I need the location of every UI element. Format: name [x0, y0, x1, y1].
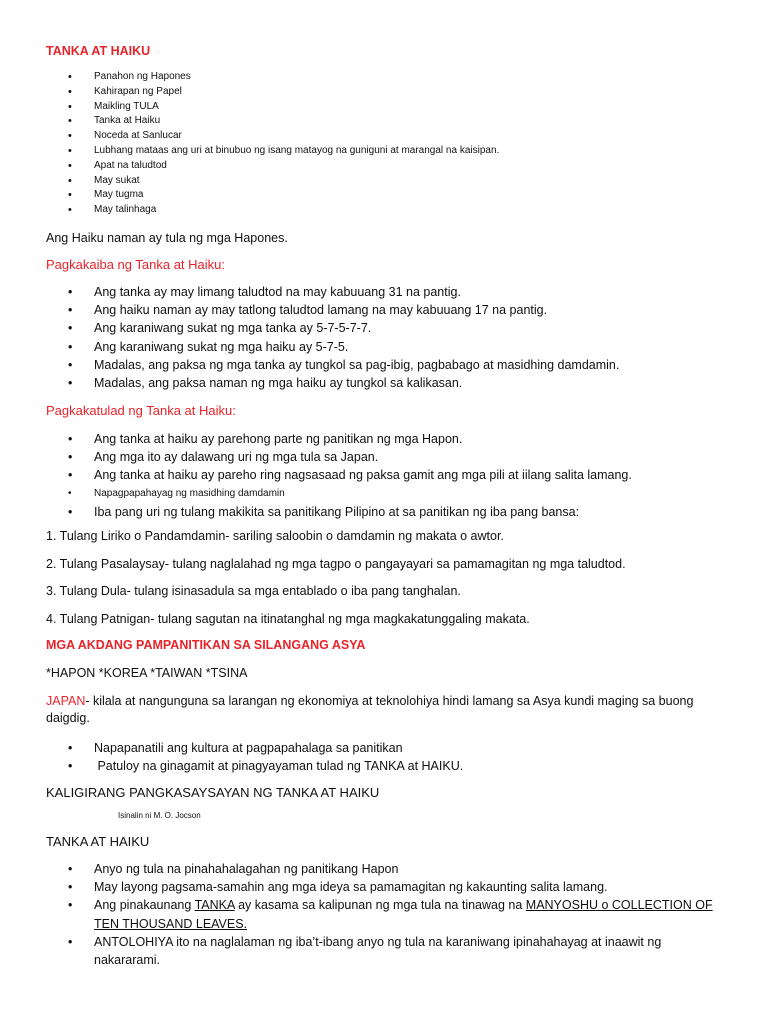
list-item: • Ang haiku naman ay may tatlong taludtod lamang na may kabuuang 17 na pantig.: [46, 301, 728, 319]
asia-heading: MGA AKDANG PAMPANITIKAN SA SILANGANG ASYA: [46, 638, 366, 652]
list-item: • Ang mga ito ay dalawang uri ng mga tula sa Japan.: [46, 448, 728, 466]
similarities-heading: Pagkakatulad ng Tanka at Haiku:: [46, 403, 236, 418]
numbered-item: 3. Tulang Dula- tulang isinasadula sa mga entablado o iba pang tanghalan.: [46, 584, 461, 598]
list-item: • Noceda at Sanlucar: [46, 129, 728, 144]
list-item: • Madalas, ang paksa naman ng mga haiku ay tungkol sa kalikasan.: [46, 374, 728, 392]
final-list: [46, 860, 728, 969]
item-text: Ang pinakaunang: [94, 898, 195, 913]
list-item: • Madalas, ang paksa ng mga tanka ay tungkol sa pag-ibig, pagbabago at masidhing damdamin.: [46, 356, 728, 374]
countries-line: *HAPON *KOREA *TAIWAN *TSINA: [46, 666, 248, 680]
translator-credit: Isinalin ni M. O. Jocson: [118, 811, 201, 820]
haiku-sentence: Ang Haiku naman ay tula ng mga Hapones.: [46, 231, 288, 245]
differences-list: [46, 283, 728, 392]
list-item: • Panahon ng Hapones: [46, 70, 728, 85]
list-item: • May layong pagsama-samahin ang mga ideya sa pamamagitan ng kakaunting salita lamang.: [46, 878, 728, 896]
list-item: • Ang tanka at haiku ay parehong parte ng panitikan ng mga Hapon.: [46, 430, 728, 448]
japan-list: [46, 739, 728, 775]
list-item: [46, 896, 728, 932]
list-item: • May talinhaga: [46, 203, 728, 218]
similarities-list: [46, 430, 728, 521]
list-item: • Lubhang mataas ang uri at binubuo ng isang matayog na guniguni at marangal na kaisipan.: [46, 144, 728, 159]
list-item: • May sukat: [46, 174, 728, 189]
list-item: • Ang tanka at haiku ay pareho ring nagsasaad ng paksa gamit ang mga pili at iilang salita lamang.: [46, 466, 728, 484]
differences-heading: Pagkakaiba ng Tanka at Haiku:: [46, 257, 225, 272]
list-item: • ANTOLOHIYA ito na naglalaman ng iba’t-ibang anyo ng tula na karaniwang ipinahahayag at inaawit ng nakararami.: [46, 933, 728, 969]
list-item: • Apat na taludtod: [46, 159, 728, 174]
numbered-item: 2. Tulang Pasalaysay- tulang naglalahad ng mga tagpo o pangayayari sa pamamagitan ng mga taludtod.: [46, 557, 626, 571]
kaligirang-heading: KALIGIRANG PANGKASAYSAYAN NG TANKA AT HAIKU: [46, 785, 380, 800]
list-item: • Ang karaniwang sukat ng mga haiku ay 5-7-5.: [46, 338, 728, 356]
list-item: • Iba pang uri ng tulang makikita sa panitikang Pilipino at sa panitikan ng iba pang bansa:: [46, 503, 728, 521]
list-item: • Napapanatili ang kultura at pagpapahalaga sa panitikan: [46, 739, 728, 757]
numbered-item: 1. Tulang Liriko o Pandamdamin- sariling saloobin o damdamin ng makata o awtor.: [46, 529, 504, 543]
japan-paragraph: [46, 693, 728, 727]
numbered-item: 4. Tulang Patnigan- tulang sagutan na itinatanghal ng mga magkakatunggaling makata.: [46, 612, 530, 626]
intro-list: [46, 70, 728, 218]
list-item: • Anyo ng tula na pinahahalagahan ng panitikang Hapon: [46, 860, 728, 878]
list-item: • Napagpapahayag ng masidhing damdamin: [46, 485, 728, 503]
manyoshu-term: MANYOSHU o COLLECTION OF TEN THOUSAND LEAVES.: [94, 898, 713, 931]
section-heading: TANKA AT HAIKU: [46, 834, 150, 849]
japan-label: JAPAN: [46, 694, 86, 708]
japan-text: - kilala at nangunguna sa larangan ng ekonomiya at teknolohiya hindi lamang sa Asya kundi maging sa buong daigdig.: [46, 694, 694, 725]
list-item: • May tugma: [46, 188, 728, 203]
list-item: • Kahirapan ng Papel: [46, 85, 728, 100]
tanka-term: TANKA: [194, 898, 235, 913]
list-item: • Tanka at Haiku: [46, 114, 728, 129]
list-item: • Maikling TULA: [46, 100, 728, 115]
item-text: ay kasama sa kalipunan ng mga tula na tinawag na: [234, 898, 526, 913]
list-item: • Ang karaniwang sukat ng mga tanka ay 5-7-5-7-7.: [46, 319, 728, 337]
list-item: • Patuloy na ginagamit at pinagyayaman tulad ng TANKA at HAIKU.: [46, 757, 728, 775]
page-title: TANKA AT HAIKU: [46, 44, 151, 58]
list-item: • Ang tanka ay may limang taludtod na may kabuuang 31 na pantig.: [46, 283, 728, 301]
